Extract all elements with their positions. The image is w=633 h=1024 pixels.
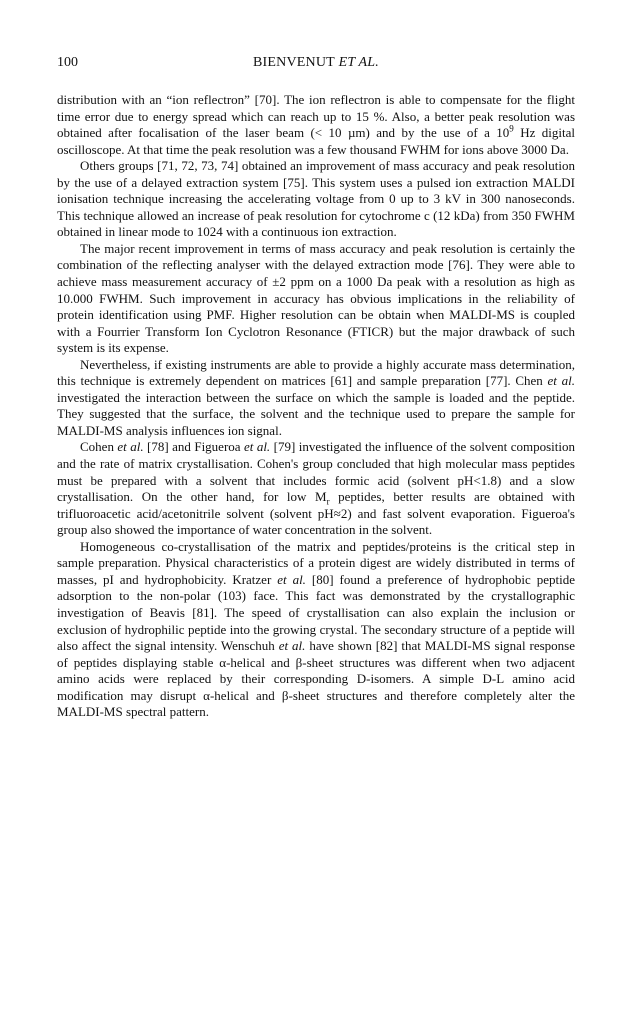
text-run: [80] found a preference of hydrophobic peptide adsorption to the non-polar (103) face. This fact was demonstrated by the crystallographic investigation of Beavis [81]. The speed of crystallisation can also explain the inclusion or exclusion of hydrophilic peptide into the growing crystal. The secondary structure of a peptide will also affect the signal intensity. Wenschuh <box>57 571 575 654</box>
text-run: Others groups [71, 72, 73, 74] obtained an improvement of mass accuracy and peak resolution by the use of a delayed extraction system [75]. This system uses a pulsed ion extraction MALDI ionisation technique increasing the accelerating voltage from 0 up to 3 kV in 300 nanoseconds. This technique allowed an increase of peak resolution for cytochrome c (12 kDa) from 350 FWHM obtained in linear mode to 1024 with a continuous ion extraction. <box>57 158 575 240</box>
paragraph <box>57 158 575 241</box>
text-run: [78] and Figueroa <box>143 439 244 455</box>
text-run: investigated the interaction between the surface on which the sample is loaded and the peptide. They suggested that the surface, the solvent and the technique used to prepare the sample for MALDI-MS analysis influences ion signal. <box>57 389 575 438</box>
text-run: et al. <box>244 439 271 455</box>
page-header <box>57 54 575 72</box>
text-run: et al. <box>278 638 306 654</box>
text-run: The major recent improvement in terms of mass accuracy and peak resolution is certainly the combination of the reflecting analyser with the delayed extraction mode [76]. They were able to achieve mass measurement accuracy of ±2 ppm on a 1000 Da peak with a resolution as high as 10.000 FWHM. Such improvement in accuracy has obvious implications in the reliability of protein identification using PMF. Higher resolution can be obtain when MALDI-MS is coupled with a Fourrier Transform Ion Cyclotron Resonance (FTICR) but the major drawback of such system is its expense. <box>57 240 575 356</box>
paragraph <box>57 539 575 721</box>
text-run: 9 <box>509 123 514 134</box>
running-head-author: IENVENUT <box>262 55 335 70</box>
text-run: peptides, better results are obtained with trifluoroacetic acid/acetonitrile solvent (solvent pH≈2) and fast solvent evaporation. Figueroa's group also showed the importance of water concentration in the solvent. <box>57 489 575 538</box>
text-run: Cohen <box>80 439 118 455</box>
text-run: r <box>326 496 330 507</box>
page-number: 100 <box>57 55 78 70</box>
text-run: Hz digital oscilloscope. At that time the peak resolution was a few thousand FWHM for ions above 3000 Da. <box>57 125 575 157</box>
text-run: et al. <box>117 439 144 455</box>
text-run: et al. <box>277 571 306 587</box>
text-run: Homogeneous co-crystallisation of the matrix and peptides/proteins is the critical step in sample preparation. Physical characteristics of a protein digest are widely distributed in terms of masses, pI and hydrophobicity. Kratzer <box>57 538 575 587</box>
text-run: have shown [82] that MALDI-MS signal response of peptides displaying stable α-helical and β-sheet structures was different when two adjacent amino acids were replaced by their corresponding D-isomers. A simple D-L amino acid modification may disrupt α-helical and β-sheet structures and therefore completely alter the MALDI-MS spectral pattern. <box>57 638 575 720</box>
paragraph <box>57 92 575 158</box>
body-text <box>57 92 575 721</box>
running-head-etal: ET AL. <box>338 55 379 70</box>
paragraph <box>57 439 575 538</box>
paragraph <box>57 241 575 357</box>
text-run: Nevertheless, if existing instruments are able to provide a highly accurate mass determination, this technique is extremely dependent on matrices [61] and sample preparation [77]. Chen <box>57 356 575 389</box>
text-run: et al. <box>547 373 575 389</box>
running-head-initial: B <box>253 55 263 70</box>
text-run: [79] investigated the influence of the solvent composition and the rate of matrix crystallisation. Cohen's group concluded that high molecular mass peptides must be prepared with a solvent that includes formic acid (solvent pH<1.8) and a slow crystallisation. On the other hand, for low M <box>57 439 575 505</box>
text-run: distribution with an “ion reflectron” [70]. The ion reflectron is able to compensate for the flight time error due to energy spread which can reach up to 15 %. Also, a better peak resolution was obtained after focalisation of the laser beam (< 10 µm) and by the use of a 10 <box>57 92 575 141</box>
paragraph <box>57 357 575 440</box>
running-head <box>57 54 575 72</box>
